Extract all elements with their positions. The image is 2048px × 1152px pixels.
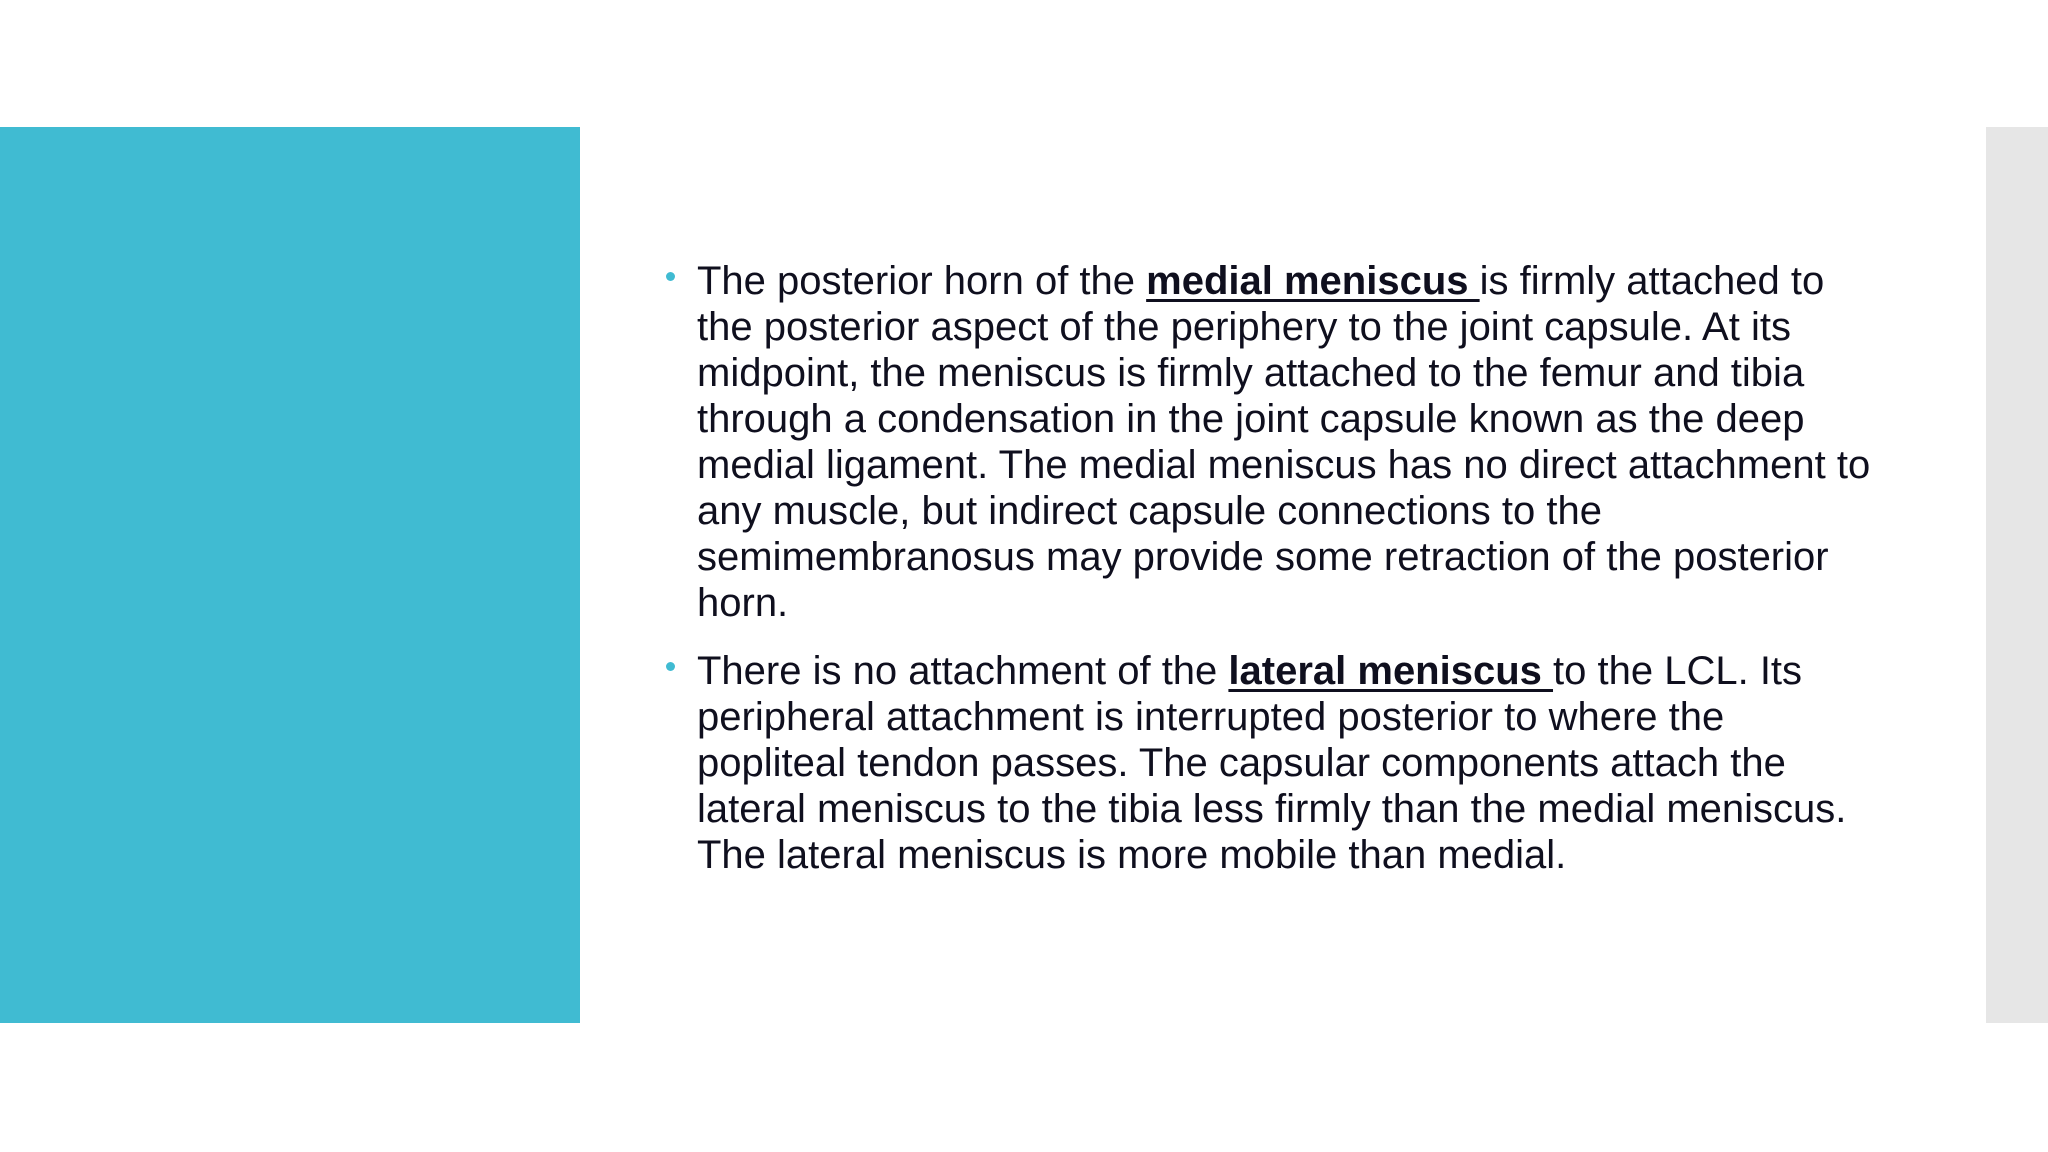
bullet-text-lead: There is no attachment of the bbox=[697, 649, 1229, 693]
bullet-item-lateral-meniscus bbox=[660, 648, 1880, 878]
accent-block bbox=[0, 127, 580, 1023]
bullet-dot-icon bbox=[666, 272, 675, 281]
slide-body bbox=[660, 258, 1880, 900]
bullet-text-lead: The posterior horn of the bbox=[697, 259, 1147, 303]
bullet-text-body: is firmly attached to the posterior aspect of the periphery to the joint capsule. At its midpoint, the meniscus is firmly attached to the femur and tibia through a condensation in the joint capsule known as the deep medial ligament. The medial meniscus has no direct attachment to any muscle, but indirect capsule connections to the semimembranosus may provide some retraction of the posterior horn. bbox=[697, 259, 1871, 625]
bullet-item-medial-meniscus bbox=[660, 258, 1880, 626]
term-lateral-meniscus: lateral meniscus bbox=[1228, 649, 1554, 693]
bullet-dot-icon bbox=[666, 662, 675, 671]
term-medial-meniscus: medial meniscus bbox=[1146, 259, 1480, 303]
side-bar bbox=[1986, 127, 2048, 1023]
bullet-text-body: to the LCL. Its peripheral attachment is interrupted posterior to where the popliteal tendon passes. The capsular components attach the lateral meniscus to the tibia less firmly than the medial meniscus. The lateral meniscus is more mobile than medial. bbox=[697, 649, 1847, 877]
